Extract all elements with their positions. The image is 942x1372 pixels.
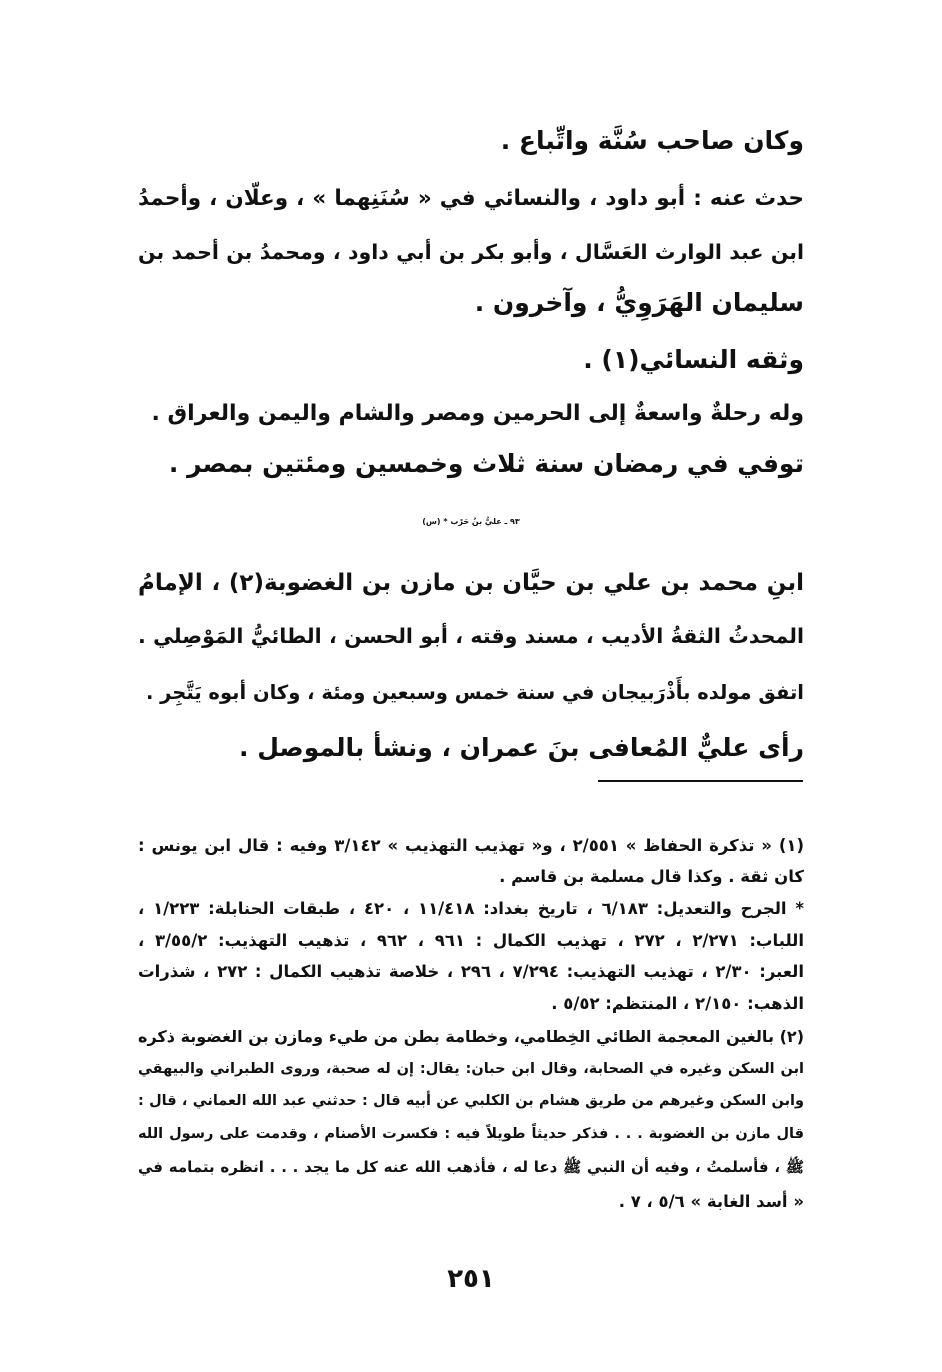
footnote-line: « أسد الغابة » ٥/٦ ، ٧ . xyxy=(618,1192,804,1211)
footnote-line: (٢) بالغين المعجمة الطائي الخِطامي، وخطامة بطن من طيء ومازن بن الغضوبة ذكره xyxy=(138,1027,804,1046)
main-text-line: ابن عبد الوارث العَسَّال ، وأبو بكر بن أبي داود ، ومحمدُ بن أحمد بن xyxy=(138,240,804,264)
main-text-line: سليمان الهَرَوِيُّ ، وآخرون . xyxy=(474,288,804,317)
footnote-separator xyxy=(598,780,803,782)
footnote-line: اللباب: ٢/٢٧١ ، ٢٧٢ ، تهذيب الكمال : ٩٦١ ، ٩٦٢ ، تذهيب التهذيب: ٣/٥٥/٢ ، xyxy=(138,931,805,950)
footnote-line: * الجرح والتعديل: ٦/١٨٣ ، تاريخ بغداد: ١١/٤١٨ ، ٤٢٠ ، طبقات الحنابلة: ١/٢٢٣ ، xyxy=(138,899,804,918)
footnote-line: الذهب: ٢/١٥٠ ، المنتظم: ٥/٥٢ . xyxy=(551,994,804,1013)
main-text-line: المحدثُ الثقةُ الأديب ، مسند وقته ، أبو الحسن ، الطائيُّ المَوْصِلي . xyxy=(138,624,804,648)
page-number: ٢٥١ xyxy=(447,1264,495,1294)
footnote-line: العبر: ٢/٣٠ ، تهذيب التهذيب: ٧/٢٩٤ ، ٢٩٦ ، خلاصة تذهيب الكمال : ٢٧٢ ، شذرات xyxy=(138,962,805,981)
main-text-line: حدث عنه : أبو داود ، والنسائي في « سُنَنِهما » ، وعلّان ، وأحمدُ xyxy=(138,186,804,211)
main-text-line: رأى عليٌّ المُعافى بنَ عمران ، ونشأ بالموصل . xyxy=(239,733,804,762)
main-text-line: ابنِ محمد بن علي بن حيَّان بن مازن بن الغضوبة(٢) ، الإمامُ xyxy=(138,570,804,596)
footnote-line: (١) « تذكرة الحفاظ » ٢/٥٥١ ، و« تهذيب التهذيب » ٣/١٤٢ وفيه : قال ابن يونس : xyxy=(138,836,805,855)
main-text-line: وله رحلةٌ واسعةٌ إلى الحرمين ومصر والشام واليمن والعراق . xyxy=(151,401,804,426)
footnote-line: قال مازن بن الغضوبة . . . فذكر حديثاً طويلاً فيه : فكسرت الأصنام ، وقدمت على رسول الله xyxy=(138,1126,804,1142)
footnote-line: وابن السكن وغيرهم من طريق هشام بن الكلبي عن أبيه قال : حدثني عبد الله العماني ، قال : xyxy=(138,1093,804,1109)
main-text-line: وثقه النسائي(١) . xyxy=(583,345,804,374)
footnote-line: ابن السكن وغيره في الصحابة، وقال ابن حبان: يقال: إن له صحبة، وروى الطبراني والبيهقي xyxy=(138,1061,804,1077)
main-text-line: توفي في رمضان سنة ثلاث وخمسين ومئتين بمصر . xyxy=(168,449,804,478)
footnote-line: ﷺ ، فأسلمتُ ، وفيه أن النبي ﷺ دعا له ، فأذهب الله عنه كل ما يجد . . . انظره بتمامه في xyxy=(138,1158,804,1176)
biography-heading: ٩٣ ـ عليُّ بنُ حَرْب * (س) xyxy=(422,517,520,526)
main-text-line: اتفق مولده بأَذْرَبيجان في سنة خمس وسبعين ومئة ، وكان أبوه يَتَّجِر . xyxy=(145,681,804,704)
main-text-line: وكان صاحب سُنَّة واتِّباع . xyxy=(500,126,804,155)
footnote-line: كان ثقة . وكذا قال مسلمة بن قاسم . xyxy=(499,867,804,886)
